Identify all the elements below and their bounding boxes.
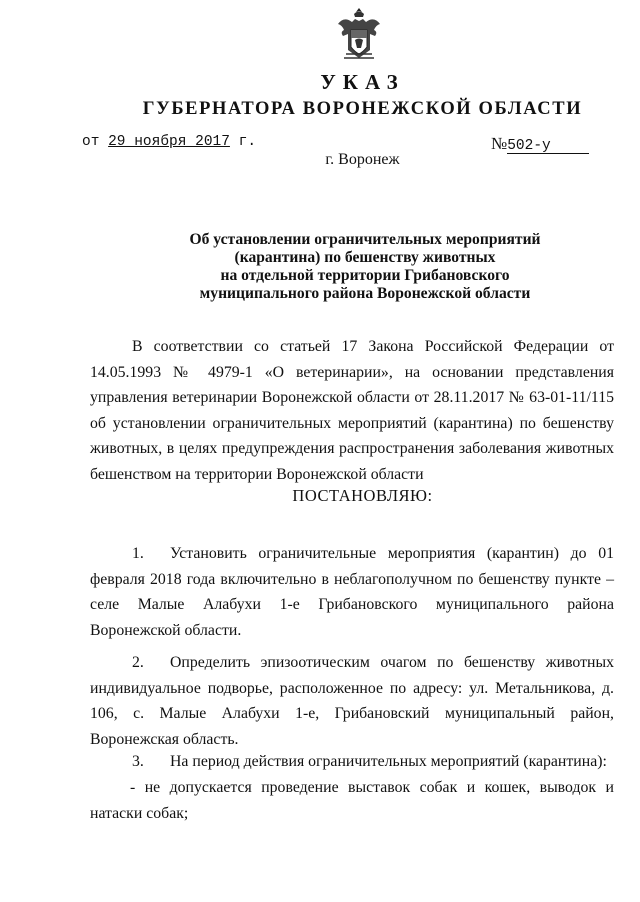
item-1-paragraph [90, 541, 614, 643]
item-3-paragraph [90, 749, 614, 775]
item-number: 2. [132, 654, 144, 671]
date-suffix: г. [229, 134, 257, 150]
item-2-paragraph [90, 650, 614, 752]
coat-of-arms-emblem [330, 6, 388, 64]
subject-line: (карантина) по бешенству животных [234, 249, 496, 266]
subject-line: на отдельной территории Грибановского [220, 267, 510, 284]
document-type-title: УКАЗ [320, 70, 405, 94]
city-line: г. Воронеж [325, 151, 400, 168]
item-text: Определить эпизоотическим очагом по бешенству животных индивидуальное подворье, расположенное по адресу: ул. Метальникова, д. 106, с. Малые Алабухи 1-е, Грибановский муниципальный район, Воронежская область. [90, 654, 614, 748]
item-number: 3. [132, 753, 144, 770]
item-3-subitem: - не допускается проведение выставок собак и кошек, выводок и натаски собак; [90, 779, 614, 822]
item-number: 1. [132, 545, 144, 562]
resolve-heading: ПОСТАНОВЛЯЮ: [292, 486, 433, 505]
preamble-paragraph: В соответствии со статьей 17 Закона Российской Федерации от 14.05.1993 № 4979-1 «О ветеринарии», на основании представления управления ветеринарии Воронежской области от 28.11.2017 № 63-01-11/115 об установлении ограничительных мероприятий (карантина) по бешенству животных, в целях предупреждения распространения заболевания животных бешенством на территории Воронежской области [90, 338, 614, 483]
item-text: Установить ограничительные мероприятия (карантин) до 01 февраля 2018 года включительно в неблагополучном по бешенству пункте – селе Малые Алабухи 1-е Грибановского муниципального района Воронежской области. [90, 545, 614, 639]
number-sign: № [491, 134, 508, 153]
number-value: 502-у [507, 139, 589, 154]
subject-line: Об установлении ограничительных мероприятий [189, 231, 541, 248]
date-prefix: от [82, 134, 109, 150]
document-subject-title [90, 231, 640, 303]
document-date [82, 134, 256, 150]
item-text: На период действия ограничительных мероприятий (карантина): [170, 753, 607, 770]
date-value: 29 ноября 2017 [108, 134, 230, 150]
subject-line: муниципального района Воронежской области [199, 285, 531, 302]
issuer-title: ГУБЕРНАТОРА ВОРОНЕЖСКОЙ ОБЛАСТИ [142, 99, 583, 119]
